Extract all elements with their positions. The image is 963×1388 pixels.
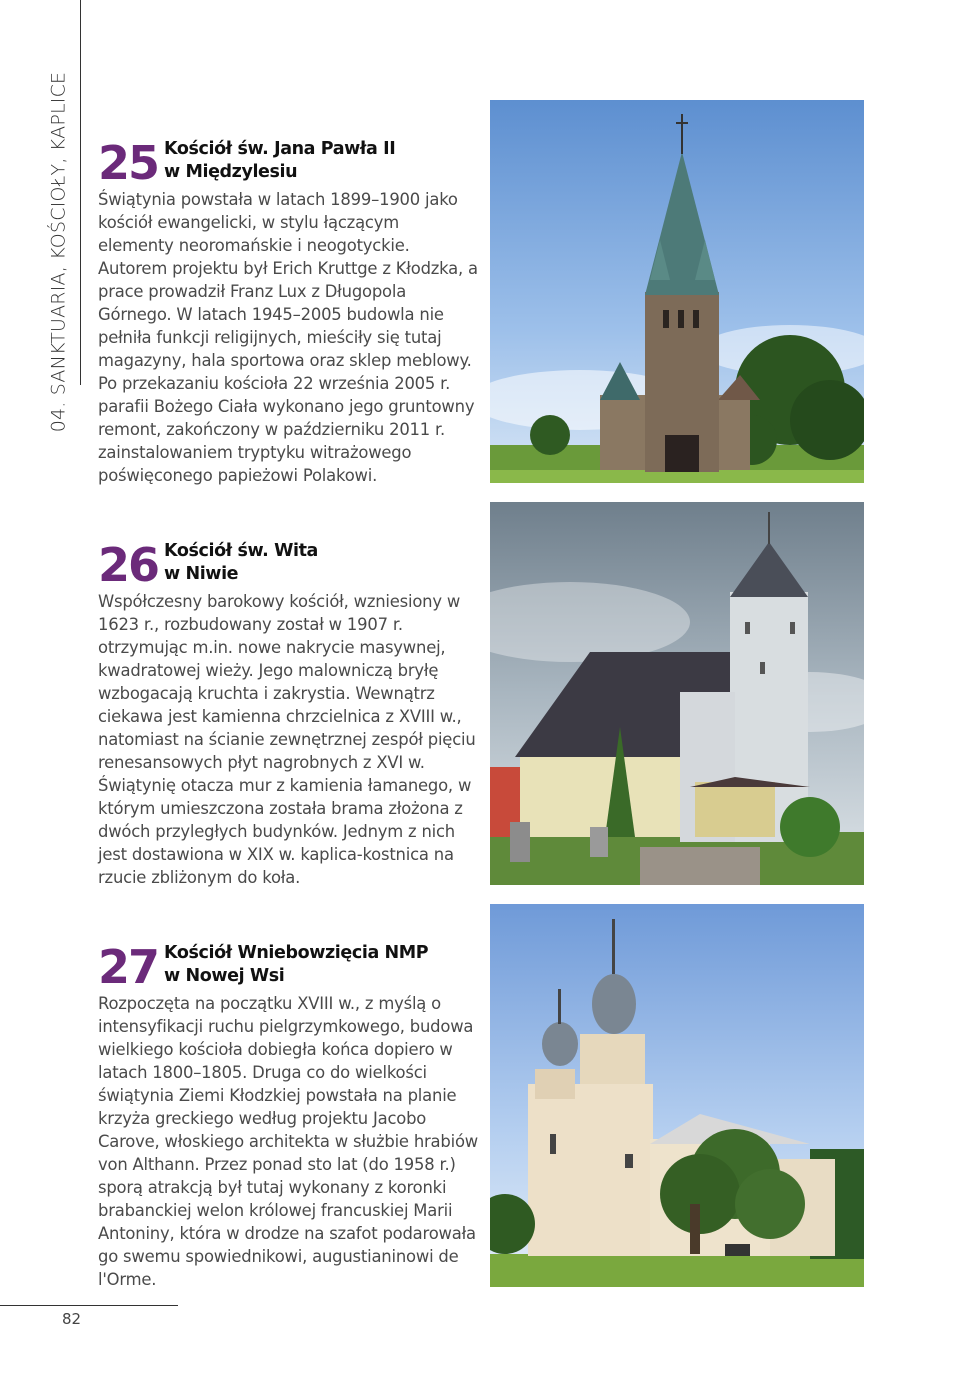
title-line-1: Kościół Wniebowzięcia NMP — [164, 943, 429, 963]
section-title — [164, 942, 428, 988]
section-27 — [98, 942, 478, 1291]
section-heading — [98, 940, 478, 994]
vertical-rule — [80, 0, 81, 385]
photo-church-nowa-wies — [490, 904, 864, 1287]
section-title — [164, 540, 318, 586]
page-number: 82 — [62, 1310, 82, 1328]
footer-rule — [0, 1305, 178, 1306]
section-title — [164, 138, 395, 184]
photo-church-miedzylesie — [490, 100, 864, 483]
section-heading — [98, 538, 478, 592]
chapter-label-text: 04. SANKTUARIA, KOŚCIOŁY, KAPLICE — [47, 71, 69, 433]
title-line-1: Kościół św. Wita — [164, 541, 318, 561]
photo-church-niwa — [490, 502, 864, 885]
title-line-1: Kościół św. Jana Pawła II — [164, 139, 396, 159]
section-number: 27 — [98, 940, 159, 994]
section-number: 26 — [98, 538, 159, 592]
section-text: Rozpoczęta na początku XVIII w., z myślą o intensyfikacji ruchu pielgrzymkowego, budowa wielkiego kościoła dobiegła końca dopiero w latach 1800–1805. Druga co do wielkości świątynia Ziemi Kłodzkiej powstała na planie krzyża greckiego według projektu Jacobo Carove, włoskiego architekta w służbie hrabiów von Althann. Przez ponad sto lat (do 1958 r.) sporą atrakcją był tutaj wykonany z koronki brabanckiej welon królowej francuskiej Marii Antoniny, która w drodze na szafot podarowała go swemu spowiednikowi, augustianinowi de l'Orme. — [98, 994, 478, 1289]
section-25 — [98, 138, 478, 487]
section-text: Świątynia powstała w latach 1899–1900 jako kościół ewangelicki, w stylu łączącym elementy neoromańskie i neogotyckie. Autorem projektu był Erich Kruttge z Kłodzka, a prace prowadził Franz Lux z Długopola Górnego. W latach 1945–2005 budowla nie pełniła funkcji religijnych, mieściły się tutaj magazyny, hala sportowa oraz sklep meblowy. Po przekazaniu kościoła 22 września 2005 r. parafii Bożego Ciała wykonano jego gruntowny remont, zakończony w październiku 2011 r. zainstalowaniem tryptyku witrażowego poświęconego papieżowi Polakowi. — [98, 190, 478, 485]
section-heading — [98, 136, 478, 190]
chapter-label — [40, 71, 76, 433]
title-line-2: w Międzylesiu — [164, 162, 298, 182]
section-number: 25 — [98, 136, 159, 190]
title-line-2: w Nowej Wsi — [164, 966, 285, 986]
section-26 — [98, 540, 478, 889]
section-text: Współczesny barokowy kościół, wzniesiony w 1623 r., rozbudowany został w 1907 r. otrzymując m.in. nowe nakrycie masywnej, kwadratowej wieży. Jego malowniczą bryłę wzbogacają kruchta i zakrystia. Wewnątrz ciekawa jest kamienna chrzcielnica z XVIII w., natomiast na ścianie zewnętrznej zespół pięciu renesansowych płyt nagrobnych z XVI w. Świątynię otacza mur z kamienia łamanego, w którym umieszczona została brama złożona z dwóch przyległych budynków. Jednym z nich jest dostawiona w XIX w. kaplica-kostnica na rzucie zbliżonym do koła. — [98, 592, 476, 887]
title-line-2: w Niwie — [164, 564, 239, 584]
